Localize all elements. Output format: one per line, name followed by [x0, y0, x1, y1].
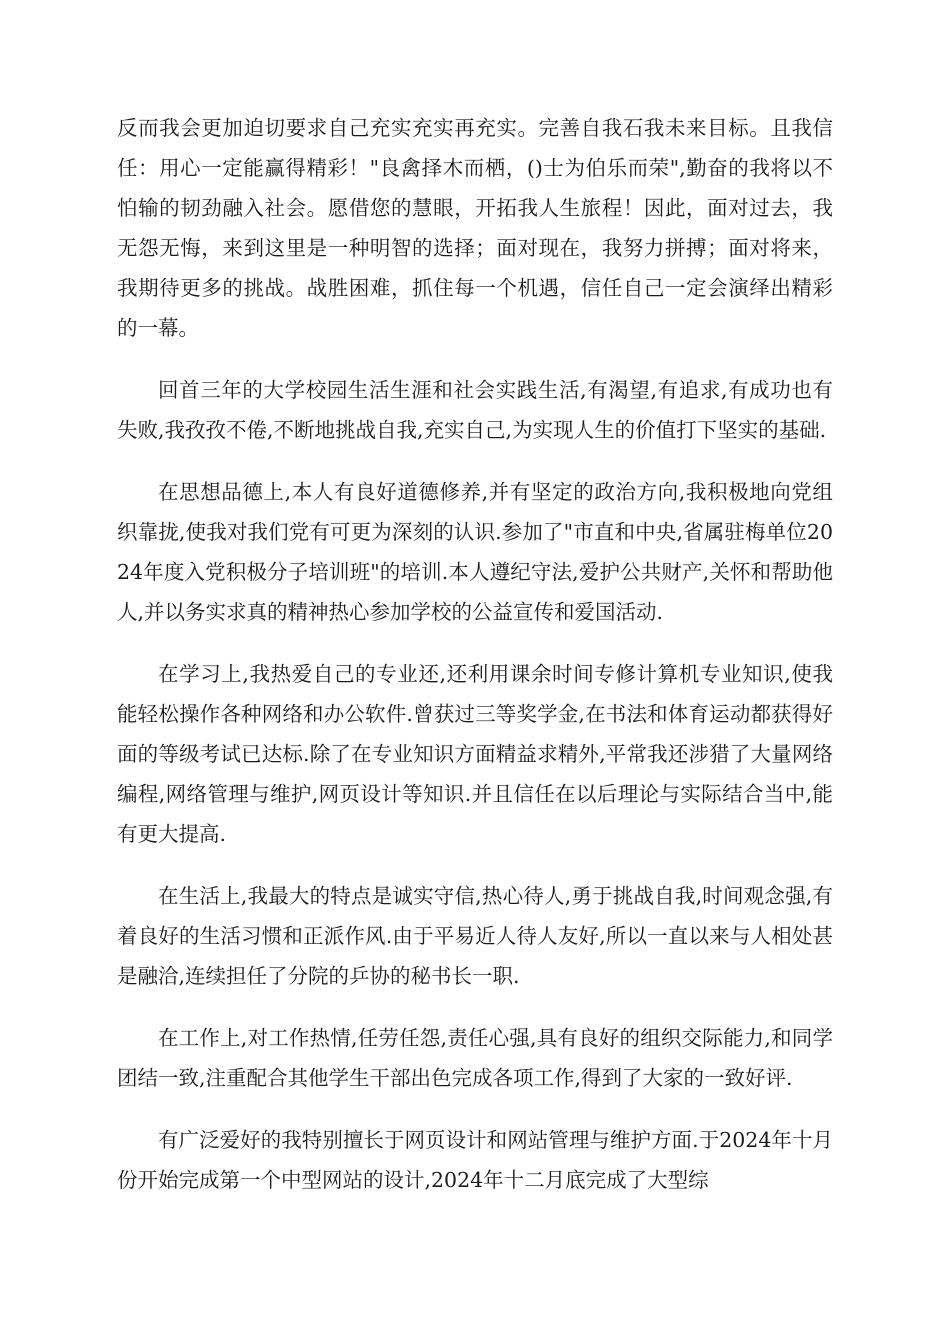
paragraph-hobbies: 有广泛爱好的我特别擅长于网页设计和网站管理与维护方面.于2024年十月份开始完成第一个中型网站的设计,2024年十二月底完成了大型综	[117, 1128, 833, 1192]
paragraph-work: 在工作上,对工作热情,任劳任怨,责任心强,具有良好的组织交际能力,和同学团结一致,注重配合其他学生干部出色完成各项工作,得到了大家的一致好评.	[117, 1026, 833, 1090]
document-body	[117, 108, 833, 1222]
paragraph-morality: 在思想品德上,本人有良好道德修养,并有坚定的政治方向,我积极地向党组织靠拢,使我对我们党有可更为深刻的认识.参加了"市直和中央,省属驻梅单位2024年度入党积极分子培训班"的培训.本人遵纪守法,爱护公共财产,关怀和帮助他人,并以务实求真的精神热心参加学校的公益宣传和爱国活动.	[117, 480, 833, 624]
paragraph-intro-continued: 反而我会更加迫切要求自己充实充实再充实。完善自我石我未来目标。且我信任：用心一定能赢得精彩！"良禽择木而栖，()士为伯乐而荣",勤奋的我将以不怕输的韧劲融入社会。愿借您的慧眼，开拓我人生旅程！因此，面对过去，我无怨无悔，来到这里是一种明智的选择；面对现在，我努力拼搏；面对将来，我期待更多的挑战。战胜困难，抓住每一个机遇，信任自己一定会演绎出精彩的一幕。	[117, 116, 833, 340]
paragraph-life: 在生活上,我最大的特点是诚实守信,热心待人,勇于挑战自我,时间观念强,有着良好的生活习惯和正派作风.由于平易近人待人友好,所以一直以来与人相处甚是融洽,连续担任了分院的乒协的秘书长一职.	[117, 884, 833, 988]
paragraph-review: 回首三年的大学校园生活生涯和社会实践生活,有渴望,有追求,有成功也有失败,我孜孜不倦,不断地挑战自我,充实自己,为实现人生的价值打下坚实的基础.	[117, 378, 833, 442]
paragraph-study: 在学习上,我热爱自己的专业还,还利用课余时间专修计算机专业知识,使我能轻松操作各种网络和办公软件.曾获过三等奖学金,在书法和体育运动都获得好面的等级考试已达标.除了在专业知识方面精益求精外,平常我还涉猎了大量网络编程,网络管理与维护,网页设计等知识.并且信任在以后理论与实际结合当中,能有更大提高.	[117, 662, 833, 846]
